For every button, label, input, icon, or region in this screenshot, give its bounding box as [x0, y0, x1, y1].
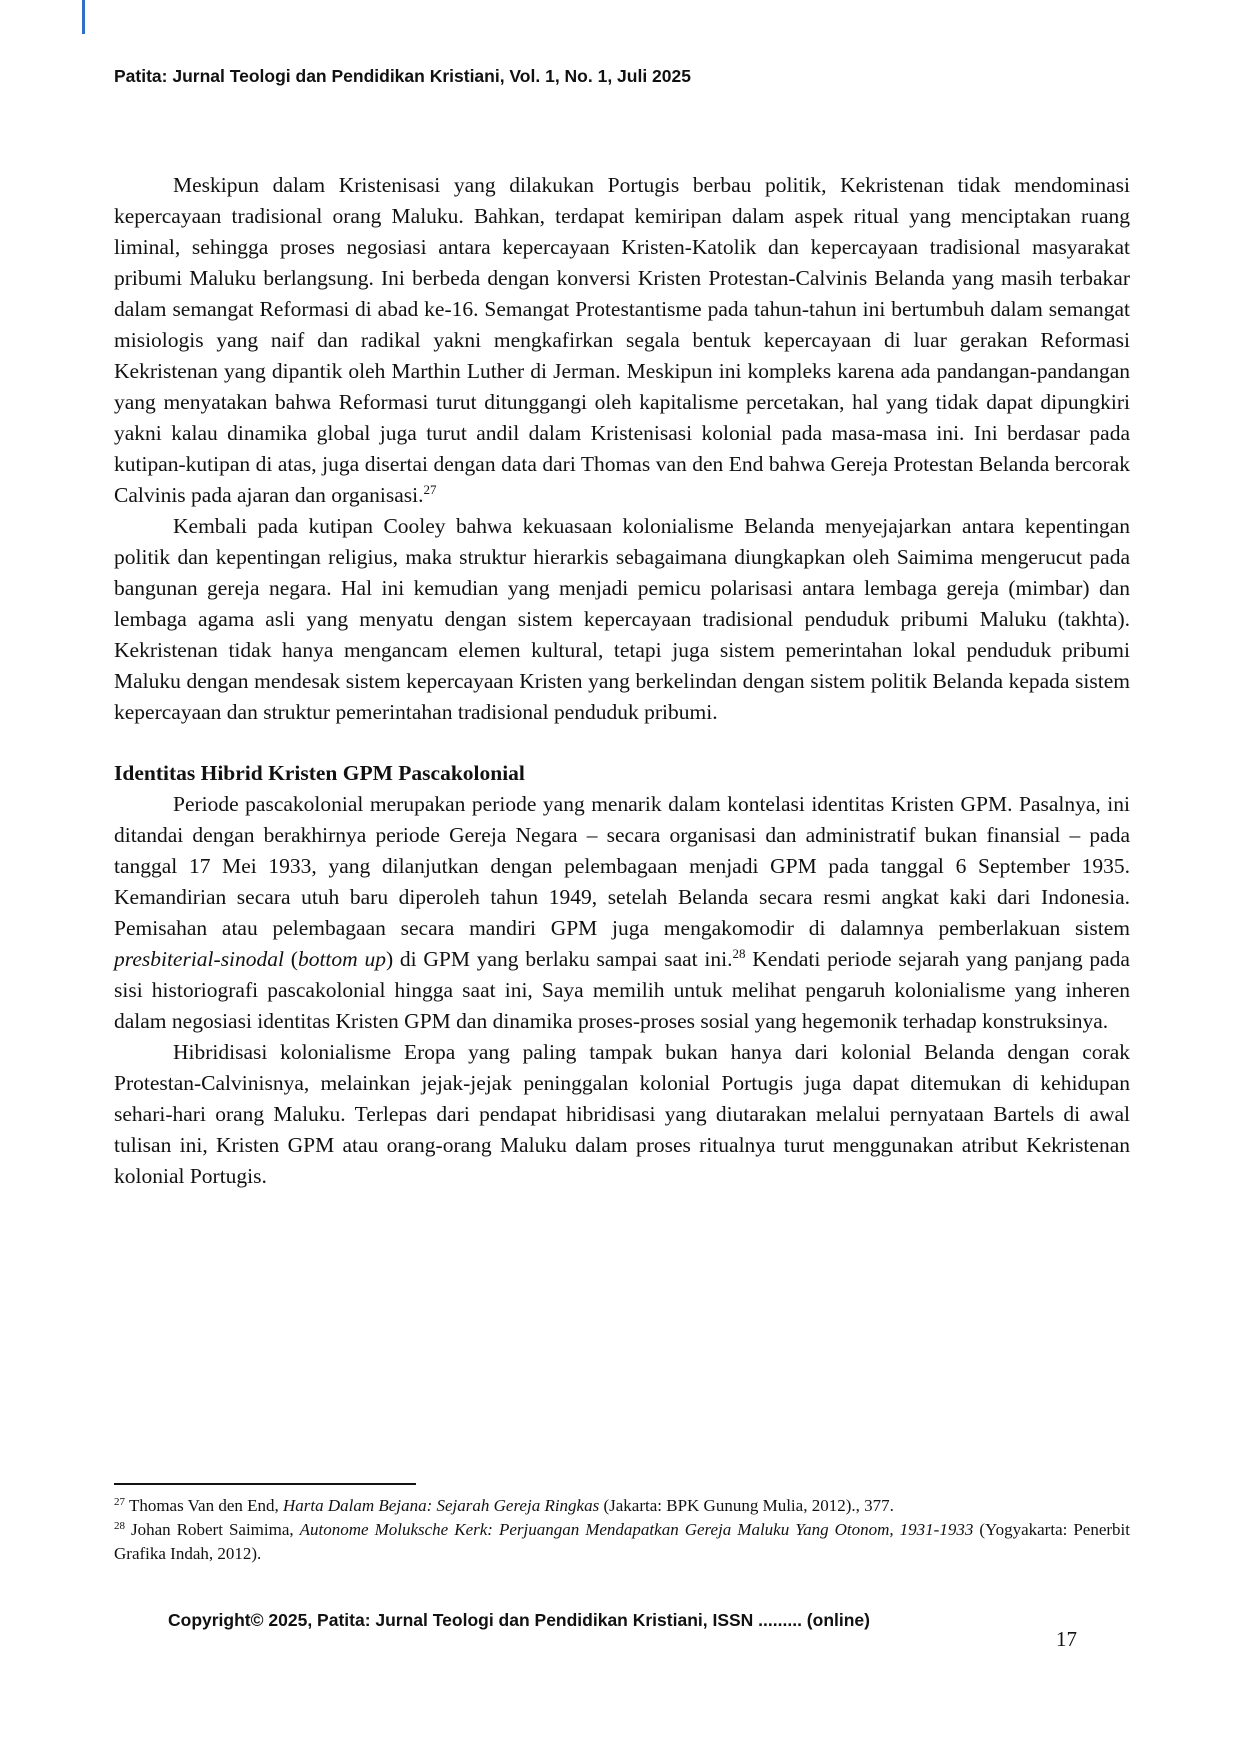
running-header: Patita: Jurnal Teologi dan Pendidikan Kristiani, Vol. 1, No. 1, Juli 2025: [114, 66, 691, 86]
footnote-27: [114, 1494, 1130, 1518]
paragraph-3-part2: (: [284, 947, 298, 971]
footnote-28-title: Autonome Moluksche Kerk: Perjuangan Mendapatkan Gereja Maluku Yang Otonom, 1931-1933: [299, 1520, 974, 1539]
paragraph-2: Kembali pada kutipan Cooley bahwa kekuasaan kolonialisme Belanda menyejajarkan antara kepentingan politik dan kepentingan religius, maka struktur hierarkis sebagaimana diungkapkan oleh Saimima mengerucut pada bangunan gereja negara. Hal ini kemudian yang menjadi pemicu polarisasi antara lembaga gereja (mimbar) dan lembaga agama asli yang menyatu dengan sistem kepercayaan tradisional penduduk pribumi Maluku (takhta). Kekristenan tidak hanya mengancam elemen kultural, tetapi juga sistem pemerintahan lokal penduduk pribumi Maluku dengan mendesak sistem kepercayaan Kristen yang berkelindan dengan sistem politik Belanda kepada sistem kepercayaan dan struktur pemerintahan tradisional penduduk pribumi.: [114, 514, 1130, 724]
footnote-28: [114, 1518, 1130, 1566]
paragraph-3: [114, 789, 1130, 1037]
paragraph-3-part3: ) di GPM yang berlaku sampai saat ini.: [385, 947, 733, 971]
paragraph-3-part1: Periode pascakolonial merupakan periode yang menarik dalam kontelasi identitas Kristen GPM. Pasalnya, ini ditandai dengan berakhirnya periode Gereja Negara – secara organisasi dan administratif bukan finansial – pada tanggal 17 Mei 1933, yang dilanjutkan dengan pelembagaan menjadi GPM pada tanggal 6 September 1935. Kemandirian secara utuh baru diperoleh tahun 1949, setelah Belanda secara resmi angkat kaki dari Indonesia. Pemisahan atau pelembagaan secara mandiri GPM juga mengakomodir di dalamnya pemberlakuan sistem: [114, 792, 1130, 940]
page-number: 17: [1056, 1627, 1077, 1651]
italic-term-bottom-up: bottom up: [297, 947, 386, 971]
paragraph-4: Hibridisasi kolonialisme Eropa yang paling tampak bukan hanya dari kolonial Belanda dengan corak Protestan-Calvinisnya, melainkan jejak-jejak peninggalan kolonial Portugis juga dapat ditemukan di kehidupan sehari-hari orang Maluku. Terlepas dari pendapat hibridisasi yang diutarakan melalui pernyataan Bartels di awal tulisan ini, Kristen GPM atau orang-orang Maluku dalam proses ritualnya turut menggunakan atribut Kekristenan kolonial Portugis.: [114, 1040, 1130, 1188]
margin-accent-line: [82, 0, 85, 34]
footnote-28-publication: (Yogyakarta: Penerbit Grafika Indah, 2012).: [114, 1520, 1130, 1563]
footer-copyright: Copyright© 2025, Patita: Jurnal Teologi dan Pendidikan Kristiani, ISSN ......... (online): [168, 1610, 870, 1630]
section-heading: Identitas Hibrid Kristen GPM Pascakolonial: [114, 761, 525, 785]
paragraph-3-part4: Kendati periode sejarah yang panjang pada sisi historiografi pascakolonial hingga saat ini, Saya memilih untuk melihat pengaruh kolonialisme yang inheren dalam negosiasi identitas Kristen GPM dan dinamika proses-proses sosial yang hegemonik terhadap konstruksinya.: [114, 947, 1130, 1033]
footnote-28-author: Johan Robert Saimima,: [125, 1520, 300, 1539]
footnote-divider: [114, 1483, 416, 1485]
footnote-ref-27[interactable]: 27: [423, 482, 437, 497]
footnote-number-27: 27: [114, 1496, 125, 1508]
article-body: [114, 170, 1130, 1192]
footnote-number-28: 28: [114, 1520, 125, 1532]
footnote-27-title: Harta Dalam Bejana: Sejarah Gereja Ringkas: [283, 1496, 600, 1515]
footnote-ref-28[interactable]: 28: [732, 946, 746, 961]
italic-term-presbiterial: presbiterial-sinodal: [114, 947, 285, 971]
paragraph-1: [114, 170, 1130, 511]
paragraph-1-text: Meskipun dalam Kristenisasi yang dilakukan Portugis berbau politik, Kekristenan tidak mendominasi kepercayaan tradisional orang Maluku. Bahkan, terdapat kemiripan dalam aspek ritual yang menciptakan ruang liminal, sehingga proses negosiasi antara kepercayaan Kristen-Katolik dan kepercayaan tradisional masyarakat pribumi Maluku berlangsung. Ini berbeda dengan konversi Kristen Protestan-Calvinis Belanda yang masih terbakar dalam semangat Reformasi di abad ke-16. Semangat Protestantisme pada tahun-tahun ini bertumbuh dalam semangat misiologis yang naif dan radikal yakni mengkafirkan segala bentuk kepercayaan di luar gerakan Reformasi Kekristenan yang dipantik oleh Marthin Luther di Jerman. Meskipun ini kompleks karena ada pandangan-pandangan yang menyatakan bahwa Reformasi turut ditunggangi oleh kapitalisme percetakan, hal yang tidak dapat dipungkiri yakni kalau dinamika global juga turut andil dalam Kristenisasi kolonial pada masa-masa ini. Ini berdasar pada kutipan-kutipan di atas, juga disertai dengan data dari Thomas van den End bahwa Gereja Protestan Belanda bercorak Calvinis pada ajaran dan organisasi.: [114, 173, 1130, 507]
footnote-27-publication: (Jakarta: BPK Gunung Mulia, 2012)., 377.: [599, 1496, 894, 1515]
footnotes: [114, 1494, 1130, 1566]
footnote-27-author: Thomas Van den End,: [125, 1496, 284, 1515]
